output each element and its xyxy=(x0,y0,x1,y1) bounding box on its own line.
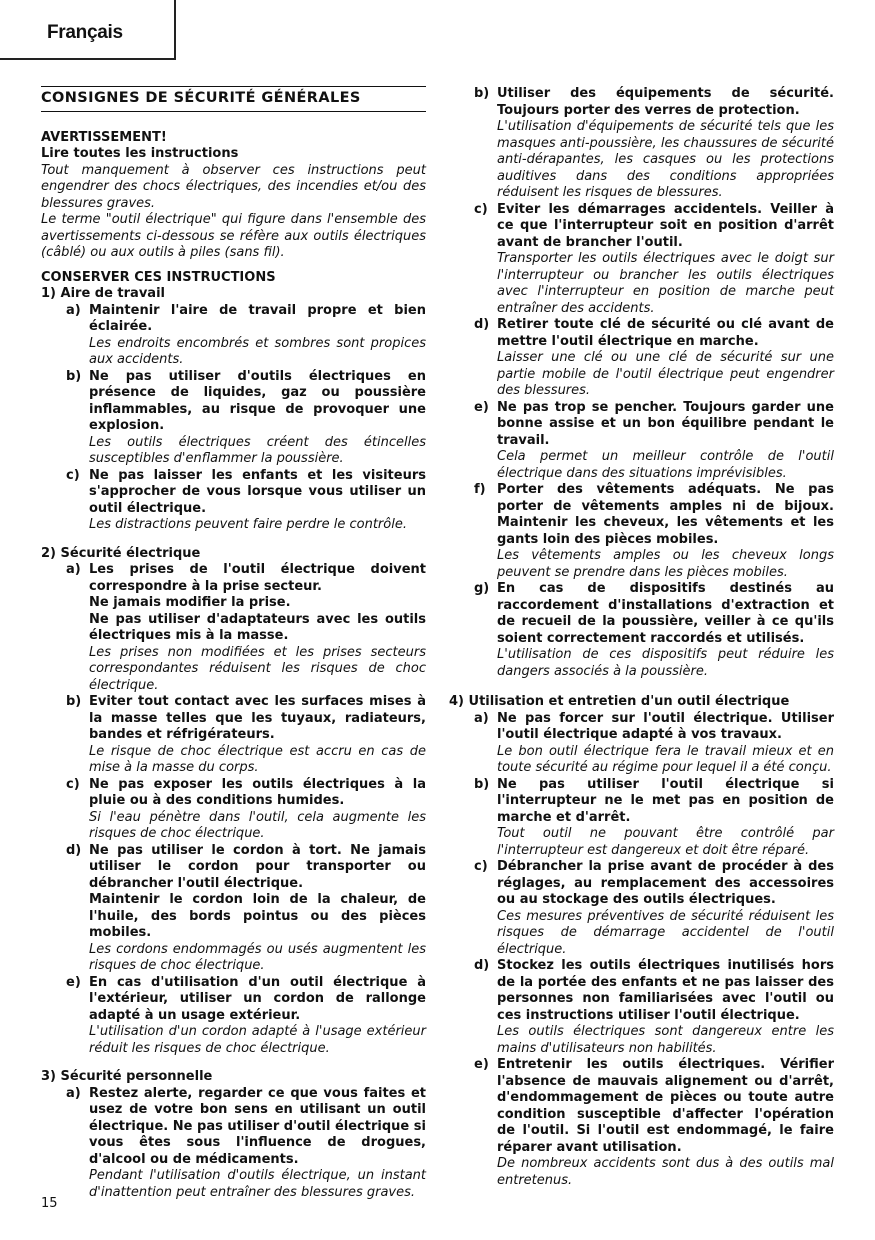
section-1-title: 1) Aire de travail xyxy=(41,286,165,301)
item-label: e) xyxy=(474,399,489,415)
list-item xyxy=(41,777,426,843)
section-2-title: 2) Sécurité électrique xyxy=(41,545,201,561)
item-label: f) xyxy=(474,482,486,497)
item-bold-text: Ne pas exposer les outils électriques à la pluie ou à des conditions humides. xyxy=(89,776,426,808)
section-heading: CONSIGNES DE SÉCURITÉ GÉNÉRALES xyxy=(41,86,426,112)
item-bold-text: Débrancher la prise avant de procéder à des réglages, au remplacement des accessoires ou au stockage des outils électriques. xyxy=(497,859,834,907)
item-label: e) xyxy=(66,974,81,990)
item-italic-text: Pendant l'utilisation d'outils électrique, un instant d'inattention peut entraîner des blessures graves. xyxy=(89,1168,426,1200)
left-column xyxy=(41,86,426,1201)
list-item xyxy=(41,562,426,694)
item-italic-text: Laisser une clé ou une clé de sécurité sur une partie mobile de l'outil électrique peut engendrer des blessures. xyxy=(497,350,834,398)
item-label: c) xyxy=(474,859,488,874)
keep-instructions-title: CONSERVER CES INSTRUCTIONS xyxy=(41,269,276,285)
list-item xyxy=(41,843,426,975)
item-italic-text: Ces mesures préventives de sécurité réduisent les risques de démarrage accidentel de l'outil électrique. xyxy=(497,908,834,957)
list-item xyxy=(449,482,834,581)
item-label: b) xyxy=(474,86,490,101)
item-bold-text: Ne pas utiliser d'outils électriques en présence de liquides, gaz ou poussière inflammables, au risque de provoquer une explosion. xyxy=(89,368,426,433)
item-bold-text: Les prises de l'outil électrique doivent correspondre à la prise secteur. xyxy=(89,562,426,594)
item-label: g) xyxy=(474,581,490,596)
page-number: 15 xyxy=(41,1196,58,1211)
item-label: d) xyxy=(474,317,490,332)
item-label: b) xyxy=(474,776,490,792)
item-italic-text: Les cordons endommagés ou usés augmentent les risques de choc électrique. xyxy=(89,941,426,973)
item-bold-text: Ne pas utiliser d'adaptateurs avec les outils électriques mis à la masse. xyxy=(89,611,426,643)
item-italic-text: Le risque de choc électrique est accru en cas de mise à la masse du corps. xyxy=(89,743,426,775)
item-italic-text: Tout outil ne pouvant être contrôlé par l'interrupteur est dangereux et doit être réparé. xyxy=(497,826,834,858)
item-bold-text: Retirer toute clé de sécurité ou clé avant de mettre l'outil électrique en marche. xyxy=(497,317,834,349)
list-item xyxy=(449,1057,834,1189)
item-label: a) xyxy=(66,1085,81,1101)
item-italic-text: L'utilisation de ces dispositifs peut réduire les dangers associés à la poussière. xyxy=(497,647,834,679)
item-label: c) xyxy=(66,467,80,483)
intro-paragraph-2: Le terme "outil électrique" qui figure dans l'ensemble des avertissements ci-dessous se réfère aux outils électriques (câblé) ou aux outils à piles (sans fil). xyxy=(41,212,426,260)
list-item xyxy=(449,317,834,400)
item-bold-text: Ne pas trop se pencher. Toujours garder une bonne assise et un bon équilibre pendant le travail. xyxy=(497,399,834,448)
item-label: d) xyxy=(66,842,82,858)
item-italic-text: Si l'eau pénètre dans l'outil, cela augmente les risques de choc électrique. xyxy=(89,809,426,841)
item-italic-text: Les outils électriques sont dangereux entre les mains d'utilisateurs non habilités. xyxy=(497,1024,834,1056)
list-item xyxy=(449,400,834,483)
item-bold-text: Eviter les démarrages accidentels. Veiller à ce que l'interrupteur soit en position d'arrêt avant de brancher l'outil. xyxy=(497,201,834,250)
item-italic-text: L'utilisation d'équipements de sécurité tels que les masques anti-poussière, les chaussures de sécurité anti-dérapantes, les casques ou les protections auditives dans des conditions appropriées réduisent les risques de blessures. xyxy=(497,119,834,200)
item-bold-text: Porter des vêtements adéquats. Ne pas porter de vêtements amples ni de bijoux. Maintenir les cheveux, les vêtements et les gants loin des pièces mobiles. xyxy=(497,482,834,547)
item-label: e) xyxy=(474,1057,489,1072)
read-all-title: Lire toutes les instructions xyxy=(41,146,239,161)
list-item xyxy=(41,303,426,369)
item-italic-text: L'utilisation d'un cordon adapté à l'usage extérieur réduit les risques de choc électrique. xyxy=(89,1024,426,1056)
item-label: b) xyxy=(66,694,82,709)
item-italic-text: Les outils électriques créent des étincelles susceptibles d'enflammer la poussière. xyxy=(89,434,426,466)
list-item xyxy=(41,1086,426,1202)
item-bold-text: Entretenir les outils électriques. Vérifier l'absence de mauvais alignement ou d'arrêt, d'endommagement de pièces ou toute autre condition susceptible d'affecter l'opération de l'outil. Si l'outil est endommagé, le faire réparer avant utilisation. xyxy=(497,1057,834,1155)
item-bold-text: Maintenir le cordon loin de la chaleur, de l'huile, des bords pointus ou des pièces mobiles. xyxy=(89,892,426,940)
item-label: a) xyxy=(474,710,489,726)
list-item xyxy=(449,86,834,202)
item-bold-text: Ne pas laisser les enfants et les visiteurs s'approcher de vous lorsque vous utiliser un outil électrique. xyxy=(89,467,426,516)
intro-paragraph-1: Tout manquement à observer ces instructions peut engendrer des chocs électriques, des incendies et/ou des blessures graves. xyxy=(41,162,426,211)
item-italic-text: Les distractions peuvent faire perdre le contrôle. xyxy=(89,517,407,532)
item-bold-text: Ne pas utiliser l'outil électrique si l'interrupteur ne le met pas en position de marche et d'arrêt. xyxy=(497,776,834,825)
list-item xyxy=(41,694,426,777)
item-italic-text: Le bon outil électrique fera le travail mieux et en toute sécurité au régime pour lequel il a été conçu. xyxy=(497,743,834,775)
list-item xyxy=(449,711,834,777)
list-item xyxy=(41,975,426,1058)
list-item xyxy=(41,468,426,534)
list-item xyxy=(449,202,834,318)
item-italic-text: Transporter les outils électriques avec le doigt sur l'interrupteur ou brancher les outils électriques avec l'interrupteur en position de marche peut entraîner des accidents. xyxy=(497,251,834,316)
warning-title: AVERTISSEMENT! xyxy=(41,129,167,145)
item-label: d) xyxy=(474,958,490,973)
item-italic-text: Les vêtements amples ou les cheveux longs peuvent se prendre dans les pièces mobiles. xyxy=(497,548,834,580)
section-3-title: 3) Sécurité personnelle xyxy=(41,1069,213,1084)
item-bold-text: En cas de dispositifs destinés au raccordement d'installations d'extraction et de recueil de la poussière, veiller à ce qu'ils soient correctement raccordés et utilisés. xyxy=(497,581,834,646)
item-label: a) xyxy=(66,302,81,318)
list-item xyxy=(449,958,834,1057)
list-item xyxy=(449,859,834,958)
section-4-title: 4) Utilisation et entretien d'un outil électrique xyxy=(449,694,790,709)
list-item xyxy=(41,369,426,468)
item-bold-text: Ne pas forcer sur l'outil électrique. Utiliser l'outil électrique adapté à vos travaux. xyxy=(497,710,834,742)
item-label: c) xyxy=(474,201,488,217)
item-italic-text: Les endroits encombrés et sombres sont propices aux accidents. xyxy=(89,335,426,367)
item-bold-text: Ne pas utiliser le cordon à tort. Ne jamais utiliser le cordon pour transporter ou débrancher l'outil électrique. xyxy=(89,842,426,891)
list-item xyxy=(449,777,834,860)
item-label: c) xyxy=(66,776,80,792)
item-bold-text: Stockez les outils électriques inutilisés hors de la portée des enfants et ne pas laisser des personnes non familiarisées avec l'outil ou ces instructions utiliser l'outil électrique. xyxy=(497,958,834,1023)
language-label: Français xyxy=(47,22,123,43)
item-label: a) xyxy=(66,562,81,577)
item-label: b) xyxy=(66,368,82,384)
list-item xyxy=(449,581,834,680)
item-bold-text: Eviter tout contact avec les surfaces mises à la masse telles que les tuyaux, radiateurs, bandes et réfrigérateurs. xyxy=(89,694,426,742)
item-italic-text: Cela permet un meilleur contrôle de l'outil électrique dans des situations imprévisibles. xyxy=(497,449,834,481)
item-bold-text: En cas d'utilisation d'un outil électrique à l'extérieur, utiliser un cordon de rallonge adapté à un usage extérieur. xyxy=(89,974,426,1023)
language-tab xyxy=(0,0,176,60)
item-bold-text: Utiliser des équipements de sécurité. Toujours porter des verres de protection. xyxy=(497,86,834,118)
item-bold-text: Maintenir l'aire de travail propre et bien éclairée. xyxy=(89,302,426,334)
item-italic-text: Les prises non modifiées et les prises secteurs correspondantes réduisent les risques de choc électrique. xyxy=(89,644,426,693)
item-bold-text: Restez alerte, regarder ce que vous faites et usez de votre bon sens en utilisant un outil électrique. Ne pas utiliser d'outil électrique si vous êtes sous l'influence de drogues, d'alcool ou de médicaments. xyxy=(89,1085,426,1167)
item-bold-text: Ne jamais modifier la prise. xyxy=(89,595,291,610)
item-italic-text: De nombreux accidents sont dus à des outils mal entretenus. xyxy=(497,1156,834,1188)
right-column xyxy=(449,86,834,1189)
